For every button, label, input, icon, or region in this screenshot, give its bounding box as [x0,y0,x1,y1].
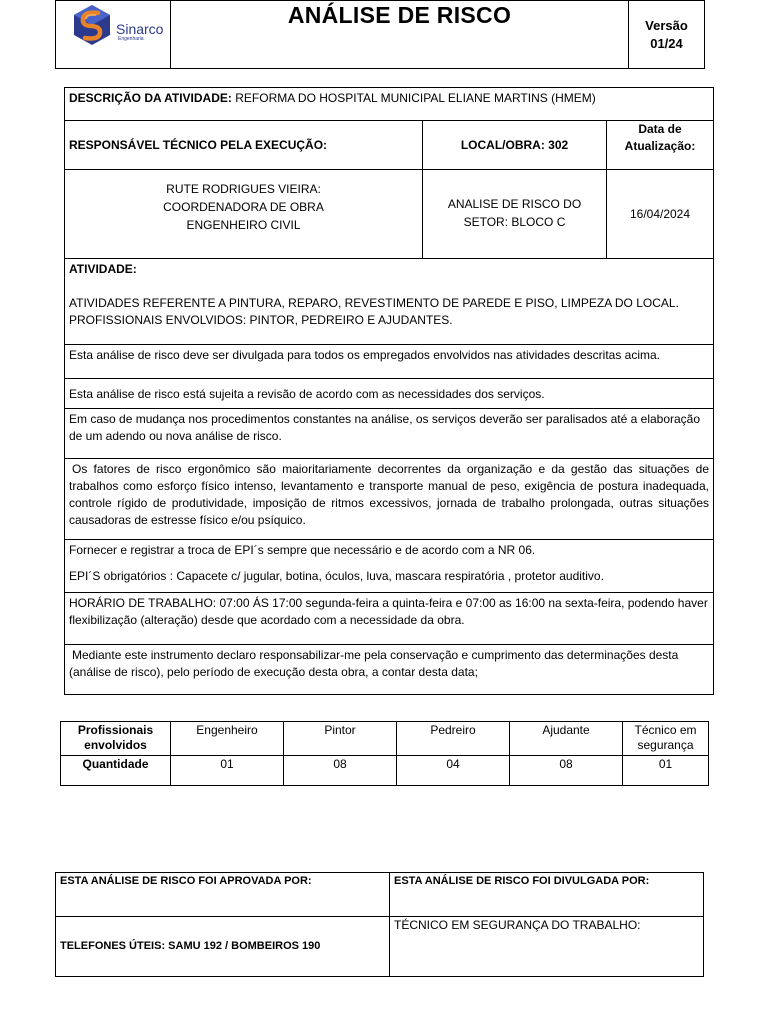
quantity-cell: 01 [171,756,284,786]
note-row-1 [64,344,714,379]
activity-line-2: PROFISSIONAIS ENVOLVIDOS: PINTOR, PEDREIRO E AJUDANTES. [69,313,453,327]
note-divulgation: Esta análise de risco deve ser divulgada para todos os empregados envolvidos nas atividades descritas acima. [69,348,660,362]
responsible-name: RUTE RODRIGUES VIEIRA: [166,182,321,196]
note-procedure-change: Em caso de mudança nos procedimentos constantes na análise, os serviços deverão ser paralisados até a elaboração de um adendo ou nova análise de risco. [69,412,701,443]
quantity-cell: 01 [623,756,709,786]
professionals-table [60,721,709,786]
version-label: Versão [645,17,688,33]
useful-phones: TELEFONES ÚTEIS: SAMU 192 / BOMBEIROS 190 [60,940,321,952]
professionals-header-label: Profissionais envolvidos [61,722,171,756]
safety-technician-label: TÉCNICO EM SEGURANÇA DO TRABALHO: [394,918,641,932]
note-row-6 [64,592,714,645]
activity-row [64,258,714,345]
responsible-role: COORDENADORA DE OBRA [163,200,324,214]
role-cell: Técnico em segurança [623,722,709,756]
document-header [55,0,705,69]
quantity-label: Quantidade [61,756,171,786]
activity-label: ATIVIDADE: [69,262,137,276]
version-value: 01/24 [650,35,683,51]
responsible-title: ENGENHEIRO CIVIL [186,218,301,232]
note-working-hours: HORÁRIO DE TRABALHO: 07:00 ÁS 17:00 segunda-feira a quinta-feira e 07:00 as 16:00 na sexta-feira, podendo haver flexibilização (alteração) desde que acordado com a necessidade da obra. [69,596,708,627]
activity-description-label: DESCRIÇÃO DA ATIVIDADE: [69,91,232,105]
role-cell: Pintor [284,722,397,756]
note-epi-exchange: Fornecer e registrar a troca de EPI´s sempre que necessário e de acordo com a NR 06. [69,543,536,557]
note-revision: Esta análise de risco está sujeita a revisão de acordo com as necessidades dos serviços. [69,387,545,401]
responsible-header-row [64,120,714,170]
responsible-values-row [64,169,714,259]
note-row-7 [64,644,714,695]
quantity-cell: 08 [284,756,397,786]
note-declaration: Mediante este instrumento declaro responsabilizar-me pela conservação e cumprimento das determinações desta (análise de risco), pelo período de execução desta obra, a contar desta data; [69,648,679,679]
note-ergonomic-risk: Os fatores de risco ergonômico são maioritariamente decorrentes da organização e da gestão das situações de trabalhos como esforço físico intenso, levantamento e transporte manual de peso, exigência de postura inadequada, controle rígido de produtividade, imposição de ritmos excessivos, jornada de trabalho prolongada, outras situações causadoras de estresse físico e/ou psíquico. [69,462,709,527]
logo-subtext: Engenharia [118,36,144,42]
role-cell: Ajudante [510,722,623,756]
date-value: 16/04/2024 [629,207,691,221]
responsible-label: RESPONSÁVEL TÉCNICO PELA EXECUÇÃO: [65,121,423,169]
note-row-3 [64,408,714,459]
quantity-cell: 08 [510,756,623,786]
logo-text: Sinarco [116,21,164,37]
sector-value: ANALISE DE RISCO DO SETOR: BLOCO C [423,170,607,258]
page-title: ANÁLISE DE RISCO [287,2,512,28]
local-label: LOCAL/OBRA: 302 [423,121,607,169]
activity-description-row [64,87,714,121]
role-cell: Pedreiro [397,722,510,756]
note-epi-required: EPI´S obrigatórios : Capacete c/ jugular, botina, óculos, luva, mascara respiratória , protetor auditivo. [69,569,604,583]
activity-line-1: ATIVIDADES REFERENTE A PINTURA, REPARO, REVESTIMENTO DE PAREDE E PISO, LIMPEZA DO LOCAL. [69,296,679,310]
note-row-5 [64,539,714,593]
version-box [628,1,704,68]
approved-by-label: ESTA ANÁLISE DE RISCO FOI APROVADA POR: [60,875,312,887]
company-logo [56,1,171,68]
date-label: Data de Atualização: [624,122,696,153]
divulged-by-label: ESTA ANÁLISE DE RISCO FOI DIVULGADA POR: [394,875,650,887]
note-row-2 [64,378,714,409]
note-row-4 [64,458,714,540]
activity-description-value: REFORMA DO HOSPITAL MUNICIPAL ELIANE MARTINS (HMEM) [235,91,596,105]
role-cell: Engenheiro [171,722,284,756]
quantity-cell: 04 [397,756,510,786]
approval-box [55,872,704,977]
